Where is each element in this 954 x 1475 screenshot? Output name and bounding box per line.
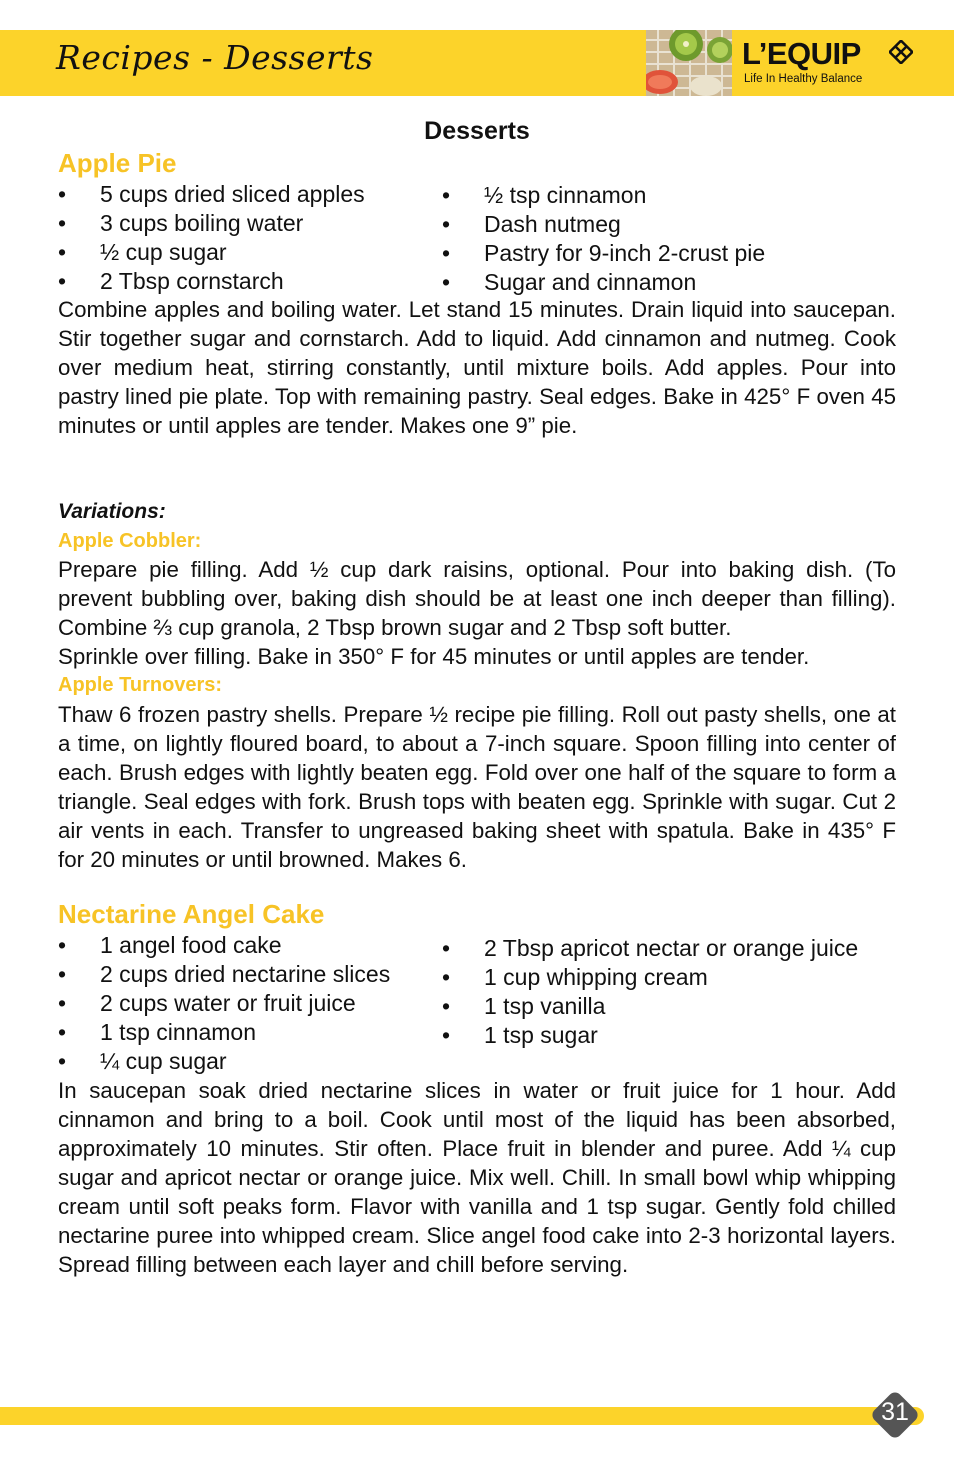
apple-cobbler-text-2: Sprinkle over filling. Bake in 350° F for 45 minutes or until apples are tender. — [58, 644, 810, 669]
brand-logo: L’EQUIP — [742, 36, 861, 71]
ingredient-item: • 1 cup whipping cream — [442, 963, 858, 992]
brand-mark-icon — [889, 40, 913, 64]
page-title: Desserts — [424, 117, 530, 145]
ingredient-item: • 1 tsp sugar — [442, 1021, 858, 1050]
apple-pie-directions: Combine apples and boiling water. Let stand 15 minutes. Drain liquid into saucepan. Stir together sugar and cornstarch. Add to liquid. Add cinnamon and nutmeg. Cook over medium heat, stirring constantly, until mixture boils. Add apples. Pour into pastry lined pie plate. Top with remaining pastry. Seal edges. Bake in 425° F oven 45 minutes or until apples are tender. Makes one 9” pie. — [58, 297, 896, 438]
ingredient-item: • Sugar and cinnamon — [442, 268, 765, 297]
footer-bar — [0, 1407, 924, 1425]
brand-tagline: Life In Healthy Balance — [744, 73, 863, 85]
section-title: Recipes - Desserts — [56, 38, 374, 77]
apple-pie-ingredients-right — [442, 181, 765, 297]
ingredient-item: • 2 cups dried nectarine slices — [58, 960, 390, 989]
header-photo — [646, 30, 732, 96]
ingredient-item: • ½ tsp cinnamon — [442, 181, 765, 210]
nectarine-cake-directions: In saucepan soak dried nectarine slices in water or fruit juice for 1 hour. Add cinnamon and bring to a boil. Cook until most of the liquid has been absorbed, approximately 10 minutes. Stir often. Place fruit in blender and puree. Add ¼ cup sugar and apricot nectar or orange juice. Mix well. Chill. In small bowl whip whipping cream until soft peaks form. Flavor with vanilla and 1 tsp sugar. Gently fold chilled nectarine puree into whipped cream. Slice angel food cake into 2-3 horizontal layers. Spread filling between each layer and chill before serving. — [58, 1078, 896, 1277]
ingredient-item: • 2 Tbsp apricot nectar or orange juice — [442, 934, 858, 963]
page-number: 31 — [881, 1398, 909, 1426]
ingredient-item: • 3 cups boiling water — [58, 209, 365, 238]
nectarine-cake-ingredients-left — [58, 931, 390, 1076]
recipe-title-nectarine-angel-cake: Nectarine Angel Cake — [58, 899, 325, 929]
ingredient-item: • 2 Tbsp cornstarch — [58, 267, 365, 296]
apple-cobbler-title: Apple Cobbler: — [58, 530, 202, 552]
apple-cobbler-text: Prepare pie filling. Add ½ cup dark raisins, optional. Pour into baking dish. (To prevent bubbling over, baking dish should be at least one inch deeper than filling). Combine ⅔ cup granola, 2 Tbsp brown sugar and 2 Tbsp soft butter. — [58, 557, 896, 640]
ingredient-item: • 1 tsp cinnamon — [58, 1018, 390, 1047]
variations-heading: Variations: — [58, 500, 166, 523]
ingredient-item: • 5 cups dried sliced apples — [58, 180, 365, 209]
nectarine-cake-ingredients-right — [442, 934, 858, 1050]
ingredient-item: • 1 tsp vanilla — [442, 992, 858, 1021]
apple-turnovers-text: Thaw 6 frozen pastry shells. Prepare ½ recipe pie filling. Roll out pasty shells, one at a time, on lightly floured board, to about a 7-inch square. Spoon filling into center of each. Brush edges with lightly beaten egg. Fold over one half of the square to form a triangle. Seal edges with fork. Brush tops with beaten egg. Sprinkle with sugar. Cut 2 air vents in each. Transfer to ungreased baking sheet with spatula. Bake in 435° F for 20 minutes or until browned. Makes 6. — [58, 702, 896, 872]
ingredient-item: • 1 angel food cake — [58, 931, 390, 960]
ingredient-item: • ¼ cup sugar — [58, 1047, 390, 1076]
ingredient-item: • Pastry for 9-inch 2-crust pie — [442, 239, 765, 268]
ingredient-item: • Dash nutmeg — [442, 210, 765, 239]
ingredient-item: • ½ cup sugar — [58, 238, 365, 267]
apple-pie-ingredients-left — [58, 180, 365, 296]
apple-turnovers-title: Apple Turnovers: — [58, 674, 223, 696]
recipe-title-apple-pie: Apple Pie — [58, 148, 177, 178]
ingredient-item: • 2 cups water or fruit juice — [58, 989, 390, 1018]
